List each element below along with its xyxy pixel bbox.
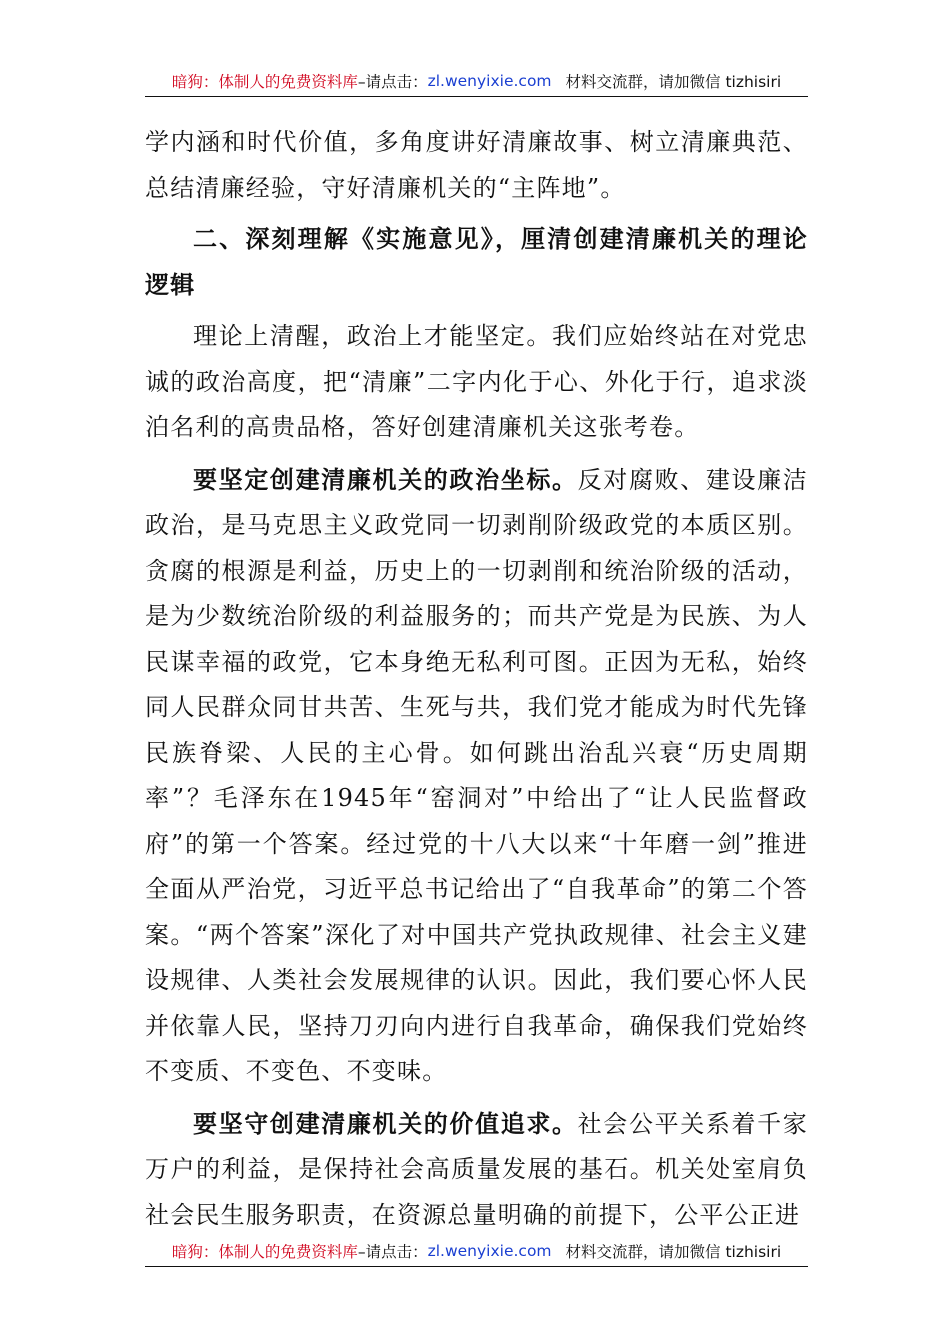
header-group-text: 材料交流群，请加微信 tizhisiri (565, 73, 782, 91)
header-link[interactable]: zl.wenyixie.com (427, 72, 552, 90)
header-click-prefix: –请点击： (357, 73, 428, 91)
paragraph-text: 社会公平关系着千家万户的利益，是保持社会高质量发展的基石。机关处室肩负社会民生服务职责，在资源总量明确的前提下，公平公正进 (145, 1109, 808, 1229)
paragraph-value-pursuit (145, 1101, 808, 1239)
header-site-name: 暗狗：体制人的免费资料库 (171, 73, 358, 91)
footer-link[interactable]: zl.wenyixie.com (427, 1242, 552, 1260)
footer-banner (145, 1236, 808, 1267)
paragraph-lead: 要坚守创建清廉机关的价值追求。 (193, 1108, 578, 1138)
paragraph-lead: 要坚定创建清廉机关的政治坐标。 (193, 464, 578, 494)
header-banner (145, 66, 808, 97)
paragraph-political-coordinate (145, 457, 808, 1095)
paragraph-continued: 学内涵和时代价值，多角度讲好清廉故事、树立清廉典范、总结清廉经验，守好清廉机关的“主阵地”。 (145, 128, 808, 202)
footer-group-text: 材料交流群，请加微信 tizhisiri (565, 1243, 782, 1261)
paragraph-text: 反对腐败、建设廉洁政治，是马克思主义政党同一切剥削阶级政党的本质区别。贪腐的根源是利益，历史上的一切剥削和统治阶级的活动，是为少数统治阶级的利益服务的；而共产党是为民族、为人民谋幸福的政党，它本身绝无私利可图。正因为无私，始终同人民群众同甘共苦、生死与共，我们党才能成为时代先锋民族脊梁、人民的主心骨。如何跳出治乱兴衰“历史周期率”？毛泽东在1945年“窑洞对”中给出了“让人民监督政府”的第一个答案。经过党的十八大以来“十年磨一剑”推进全面从严治党，习近平总书记给出了“自我革命”的第二个答案。“两个答案”深化了对中国共产党执政规律、社会主义建设规律、人类社会发展规律的认识。因此，我们要心怀人民并依靠人民，坚持刀刃向内进行自我革命，确保我们党始终不变质、不变色、不变味。 (145, 465, 808, 1085)
document-body (145, 120, 808, 1244)
section-heading: 二、深刻理解《实施意见》，厘清创建清廉机关的理论逻辑 (145, 225, 808, 299)
paragraph-intro: 理论上清醒，政治上才能坚定。我们应始终站在对党忠诚的政治高度，把“清廉”二字内化于心、外化于行，追求淡泊名利的高贵品格，答好创建清廉机关这张考卷。 (145, 322, 808, 441)
footer-site-name: 暗狗：体制人的免费资料库 (171, 1243, 358, 1261)
footer-click-prefix: –请点击： (357, 1243, 428, 1261)
